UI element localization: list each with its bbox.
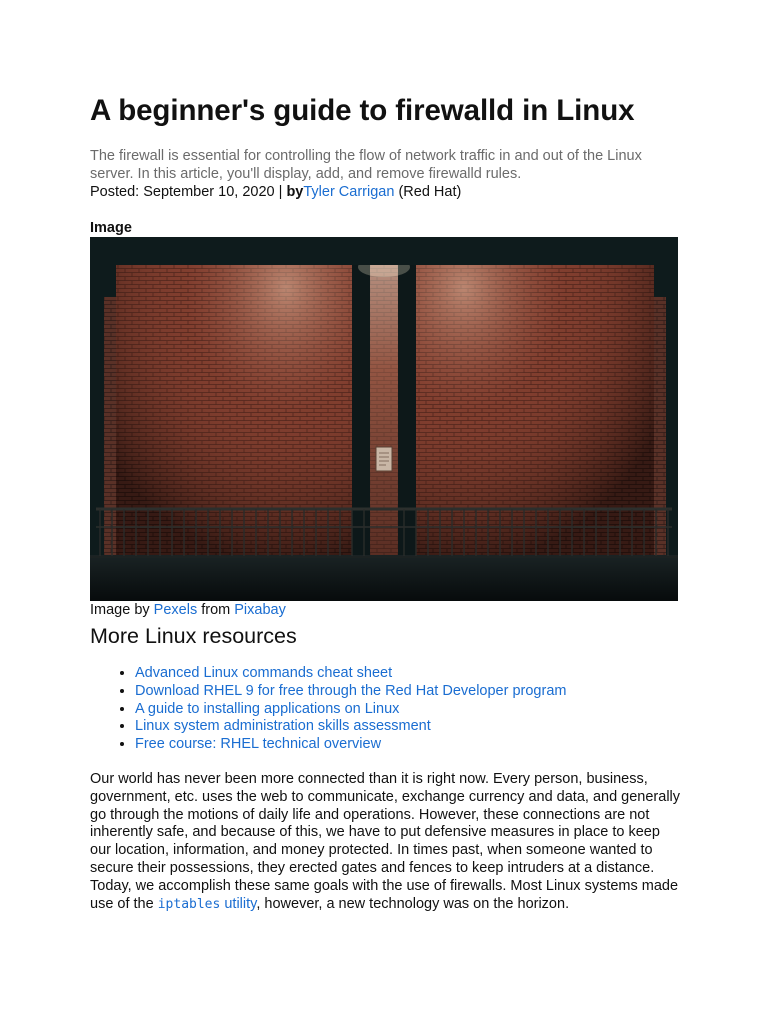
- page-title: A beginner's guide to firewalld in Linux: [90, 94, 635, 127]
- article-summary: The firewall is essential for controlling the flow of network traffic in and out of the Linux server. In this article, you'll display, add, and remove firewalld rules.: [90, 148, 642, 182]
- byline: [90, 183, 680, 201]
- list-item: [135, 701, 680, 719]
- resource-link-rhel-download[interactable]: Download RHEL 9 for free through the Red Hat Developer program: [135, 682, 567, 699]
- resources-list: [90, 665, 680, 754]
- author-org: (Red Hat): [394, 184, 462, 200]
- body-paragraph: [90, 771, 680, 913]
- body-text-before: Our world has never been more connected than it is right now. Every person, business, government, etc. uses the web to communicate, exchange currency and data, and generally go through the motions of daily life and operations. However, these connections are not inherently safe, and because of this, we have to put defensive measures in place to keep our location, information, and money protected. In times past, when someone wanted to secure their possessions, they erected gates and fences to keep intruders at a distance. Today, we accomplish these same goals with the use of firewalls. Most Linux systems made use of the: [90, 770, 681, 912]
- by-label: by: [286, 184, 304, 200]
- resource-link-skills-assessment[interactable]: Linux system administration skills assessment: [135, 718, 431, 735]
- iptables-code: iptables: [157, 896, 221, 912]
- credit-mid: from: [197, 602, 235, 618]
- body-text-after: , however, a new technology was on the horizon.: [256, 895, 570, 912]
- resource-link-free-course[interactable]: Free course: RHEL technical overview: [135, 736, 382, 753]
- image-credit: [90, 601, 680, 619]
- pexels-link[interactable]: Pexels: [153, 602, 198, 618]
- image-label: Image: [90, 220, 132, 236]
- list-item: [135, 683, 680, 701]
- resource-link-install-guide[interactable]: A guide to installing applications on Linux: [135, 700, 400, 717]
- list-item: [135, 665, 680, 683]
- list-item: [135, 736, 680, 754]
- article: [90, 94, 680, 913]
- list-item: [135, 718, 680, 736]
- utility-text: utility: [220, 895, 257, 912]
- resources-heading: More Linux resources: [90, 624, 297, 648]
- posted-prefix: Posted:: [90, 184, 144, 200]
- iptables-utility-link[interactable]: [158, 896, 257, 912]
- byline-separator: |: [274, 184, 287, 200]
- credit-prefix: Image by: [90, 602, 154, 618]
- author-link[interactable]: Tyler Carrigan: [303, 184, 395, 200]
- resource-link-cheat-sheet[interactable]: Advanced Linux commands cheat sheet: [135, 665, 393, 681]
- pixabay-link[interactable]: Pixabay: [234, 602, 286, 618]
- posted-date: September 10, 2020: [143, 184, 275, 200]
- hero-image: [90, 237, 678, 601]
